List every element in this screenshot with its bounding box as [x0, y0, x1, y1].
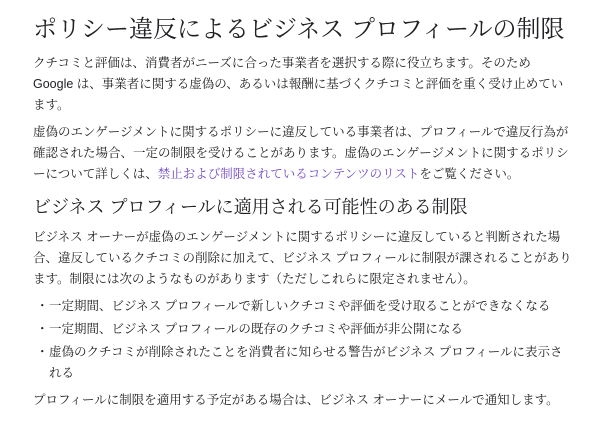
prohibited-restricted-content-link[interactable]: 禁止および制限されているコンテンツのリスト: [157, 167, 420, 181]
intro-paragraph-2-suffix: をご覧ください。: [419, 167, 520, 181]
list-item: [36, 319, 573, 340]
list-item-text: 一定期間、ビジネス プロフィールの既存のクチコミや評価が非公開になる: [49, 322, 463, 336]
page-title: ポリシー違反によるビジネス プロフィールの制限: [33, 16, 565, 43]
intro-paragraph-2: [33, 122, 573, 185]
section-heading: ビジネス プロフィールに適用される可能性のある制限: [33, 197, 468, 217]
list-item: [36, 296, 573, 317]
list-item-text: 一定期間、ビジネス プロフィールで新しいクチコミや評価を受け取ることができなくなる: [49, 299, 551, 313]
intro-paragraph-1: クチコミと評価は、消費者がニーズに合った事業者を選択する際に役立ちます。そのため Google は、事業者に関する虚偽の、あるいは報酬に基づくクチコミと評価を重く受け止めています。: [33, 56, 564, 112]
bullet-icon: ・: [36, 345, 49, 359]
bullet-icon: ・: [36, 299, 49, 313]
list-item: [36, 342, 573, 384]
intro-paragraph-2-text: 虚偽のエンゲージメントに関するポリシーに違反している事業者は、プロフィールで違反行為が確認された場合、一定の制限を受けることがあります。虚偽のエンゲージメントに関するポリシーについて詳しくは、: [33, 125, 569, 181]
list-item-text: 虚偽のクチコミが削除されたことを消費者に知らせる警告がビジネス プロフィールに表示される: [49, 345, 563, 380]
restrictions-list: [33, 296, 573, 384]
bullet-icon: ・: [36, 322, 49, 336]
closing-paragraph: プロフィールに制限を適用する予定がある場合は、ビジネス オーナーにメールで通知します。: [33, 393, 559, 407]
section-paragraph: ビジネス オーナーが虚偽のエンゲージメントに関するポリシーに違反していると判断された場合、違反しているクチコミの削除に加えて、ビジネス プロフィールに制限が課されることがあります。制限には次のようなものがあります（ただしこれらに限定されません）。: [33, 230, 572, 286]
